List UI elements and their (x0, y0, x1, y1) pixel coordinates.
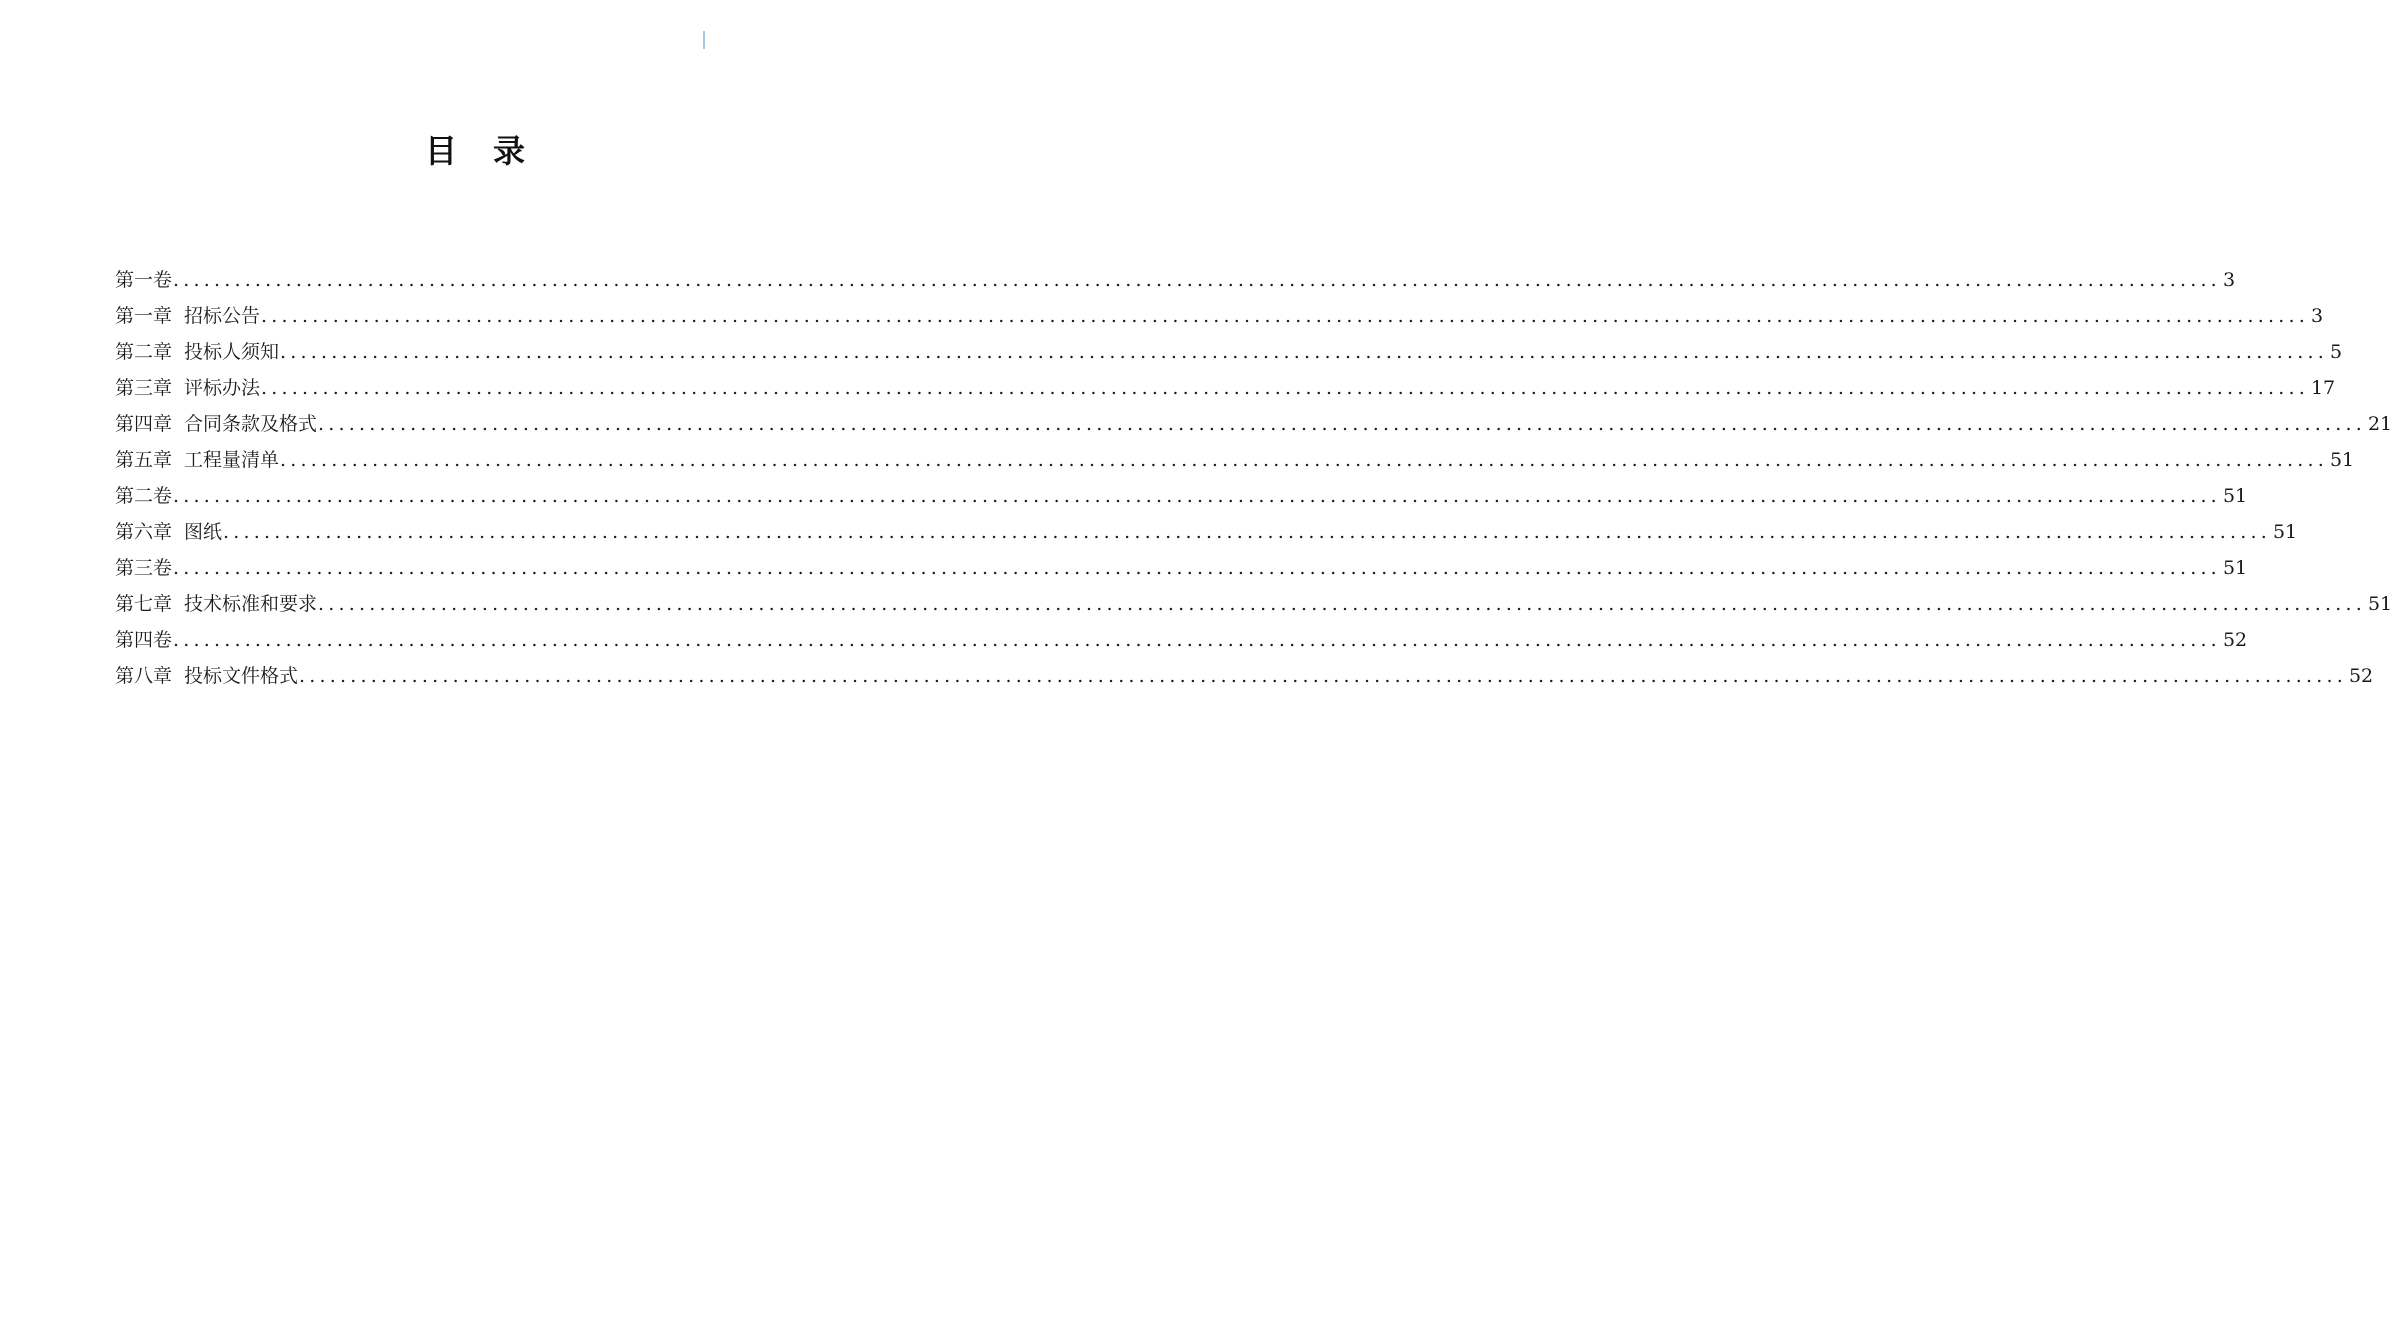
toc-dot-leader: ........................................................................................................................................................................................................ (318, 593, 2366, 615)
toc-dot-leader: ........................................................................................................................................................................................................ (318, 413, 2366, 435)
toc-dot-leader: ........................................................................................................................................................................................................ (173, 485, 2221, 507)
toc-page-number: 17 (2310, 377, 2336, 399)
toc-entry[interactable] (115, 481, 2248, 517)
toc-entry-number: 第七章 (115, 593, 173, 615)
toc-entry-number: 第三章 (115, 377, 173, 399)
toc-entry-title: 投标人须知 (184, 341, 280, 363)
toc-page-number: 51 (2222, 485, 2248, 507)
toc-entry[interactable] (115, 625, 2248, 661)
toc-page-number: 52 (2222, 629, 2248, 651)
toc-page-number: 52 (2348, 665, 2374, 687)
toc-dot-leader: ........................................................................................................................................................................................................ (173, 557, 2221, 579)
toc-heading (0, 126, 950, 172)
toc-entry-number: 第三卷 (115, 557, 173, 579)
toc-entry[interactable] (115, 373, 2336, 409)
toc-page-number: 3 (2222, 269, 2236, 291)
toc-entry-number: 第六章 (115, 521, 173, 543)
toc-entry-title: 图纸 (184, 521, 223, 543)
toc-dot-leader: ........................................................................................................................................................................................................ (299, 665, 2347, 687)
toc-dot-leader: ........................................................................................................................................................................................................ (261, 305, 2309, 327)
toc-dot-leader: ........................................................................................................................................................................................................ (173, 629, 2221, 651)
toc-dot-leader: ........................................................................................................................................................................................................ (261, 377, 2309, 399)
toc-entry[interactable] (115, 337, 2343, 373)
toc-entry-title: 合同条款及格式 (184, 413, 318, 435)
toc-entry[interactable] (115, 265, 2236, 301)
toc-dot-leader: ........................................................................................................................................................................................................ (280, 341, 2328, 363)
toc-page-number: 5 (2329, 341, 2343, 363)
toc-page-number: 51 (2272, 521, 2298, 543)
toc-dot-leader: ........................................................................................................................................................................................................ (280, 449, 2328, 471)
toc-dot-leader: ........................................................................................................................................................................................................ (173, 269, 2221, 291)
toc-entry-title: 招标公告 (184, 305, 261, 327)
toc-page-number: 51 (2329, 449, 2355, 471)
toc-entry-number: 第五章 (115, 449, 173, 471)
toc-page-number: 51 (2367, 593, 2392, 615)
toc-entry[interactable] (115, 517, 2298, 553)
toc-entry[interactable] (115, 301, 2324, 337)
toc-entry-number: 第四卷 (115, 629, 173, 651)
toc-entry[interactable] (115, 553, 2248, 589)
text-cursor-mark (703, 31, 705, 49)
toc-entry-number: 第四章 (115, 413, 173, 435)
toc-entry-title: 工程量清单 (184, 449, 280, 471)
toc-entry-title: 投标文件格式 (184, 665, 299, 687)
toc-entry-number: 第一章 (115, 305, 173, 327)
toc-dot-leader: ........................................................................................................................................................................................................ (223, 521, 2271, 543)
toc-entry[interactable] (115, 409, 2392, 445)
toc-entry[interactable] (115, 589, 2392, 625)
toc-entry[interactable] (115, 661, 2374, 697)
toc-heading-char-2: 录 (493, 132, 526, 170)
toc-entry-number: 第一卷 (115, 269, 173, 291)
toc-page-number: 21 (2367, 413, 2392, 435)
toc-entry[interactable] (115, 445, 2355, 481)
toc-entry-number: 第八章 (115, 665, 173, 687)
toc-page-number: 3 (2310, 305, 2324, 327)
toc-entry-number: 第二章 (115, 341, 173, 363)
toc-heading-char-1: 目 (424, 132, 457, 170)
toc-page-number: 51 (2222, 557, 2248, 579)
toc-entry-number: 第二卷 (115, 485, 173, 507)
table-of-contents (115, 265, 2392, 697)
toc-entry-title: 评标办法 (184, 377, 261, 399)
toc-entry-title: 技术标准和要求 (184, 593, 318, 615)
